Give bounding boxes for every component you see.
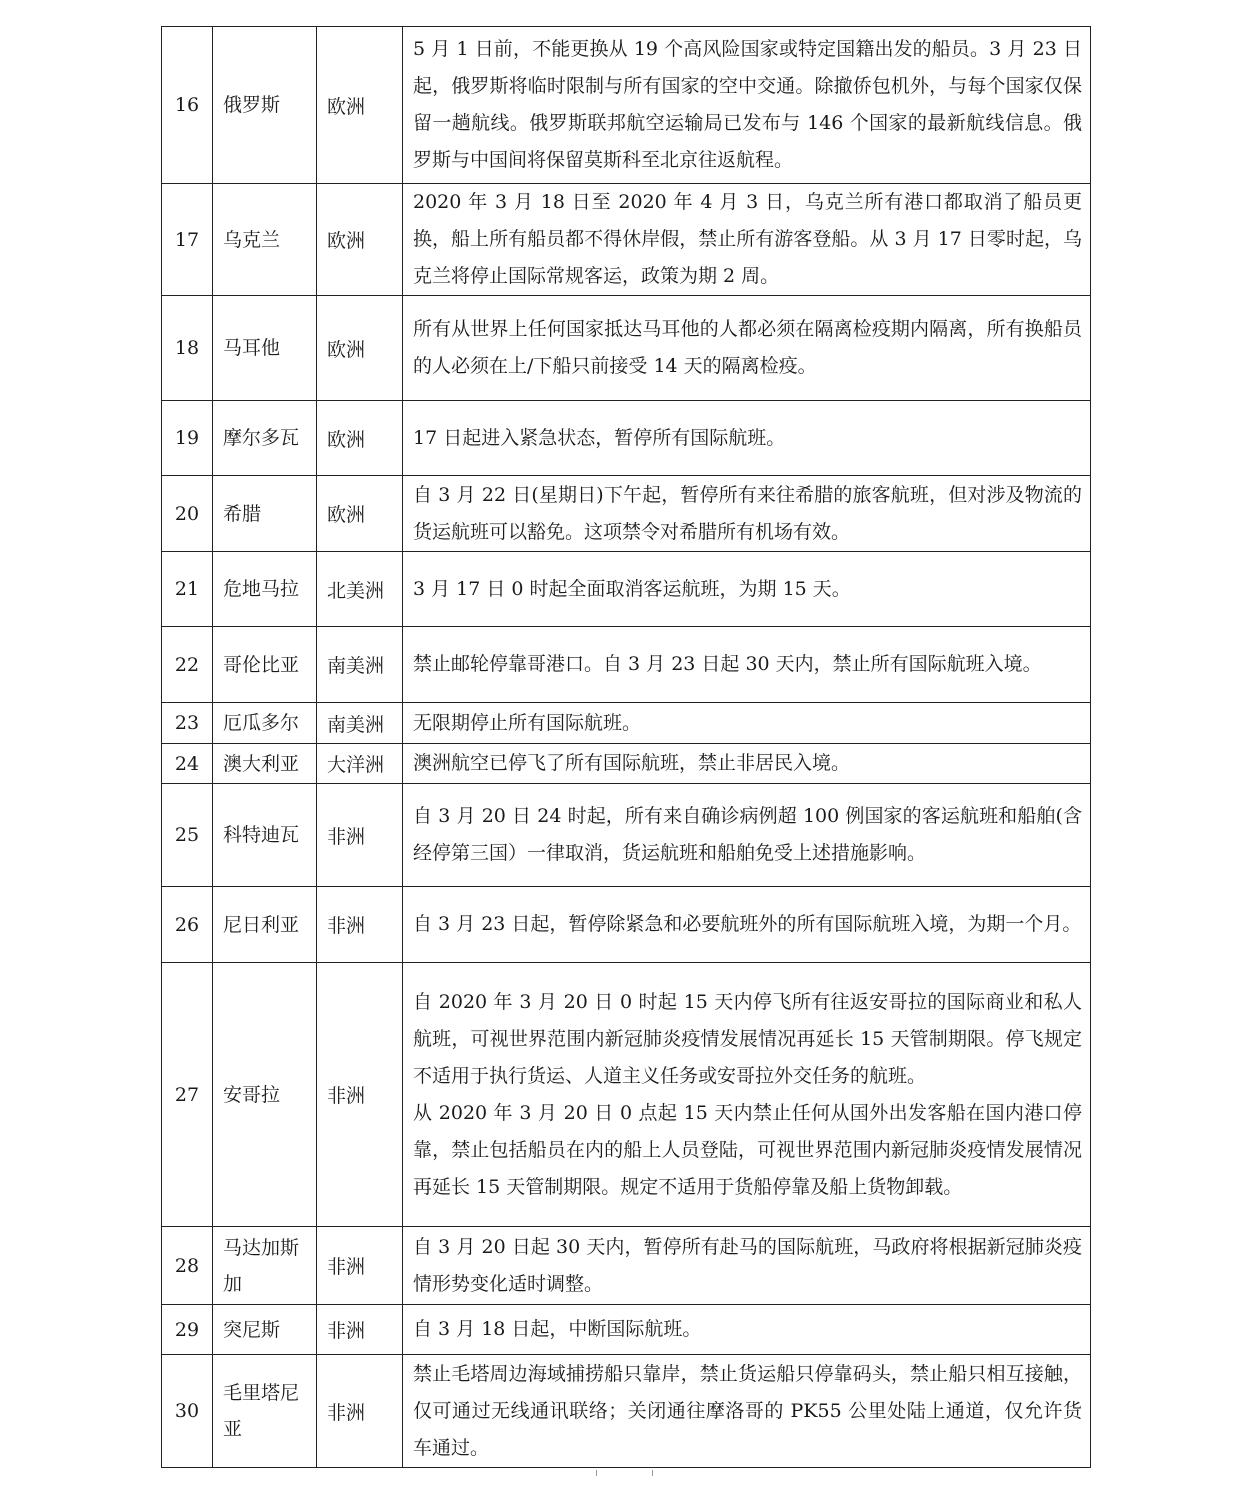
policy-paragraph: 澳洲航空已停飞了所有国际航班，禁止非居民入境。: [413, 752, 851, 774]
row-number: 20: [162, 476, 213, 552]
row-number: 26: [162, 887, 213, 963]
policy-paragraph: 从 2020 年 3 月 20 日 0 点起 15 天内禁止任何从国外出发客船在国内港口停靠，禁止包括船员在内的船上人员登陆，可视世界范围内新冠肺炎疫情发展情况再延长 15 天管制期限。规定不适用于货船停靠及船上货物卸载。: [413, 1101, 1082, 1198]
policy-description: [403, 296, 1091, 401]
policy-paragraph: 禁止毛塔周边海域捕捞船只靠岸，禁止货运船只停靠码头，禁止船只相互接触，仅可通过无线通讯联络；关闭通往摩洛哥的 PK55 公里处陆上通道，仅允许货车通过。: [413, 1362, 1082, 1459]
country-name: 摩尔多瓦: [213, 401, 317, 476]
row-number: 18: [162, 296, 213, 401]
table-row: [162, 184, 1091, 296]
table-row: [162, 784, 1091, 887]
country-name: 乌克兰: [213, 184, 317, 296]
row-number: 27: [162, 963, 213, 1227]
country-name: 澳大利亚: [213, 744, 317, 784]
row-number: 19: [162, 401, 213, 476]
policy-description: [403, 184, 1091, 296]
table-body: [162, 27, 1091, 1468]
country-name: 科特迪瓦: [213, 784, 317, 887]
policy-description: [403, 401, 1091, 476]
policy-paragraph: 17 日起进入紧急状态，暂停所有国际航班。: [413, 426, 786, 449]
table-row: [162, 476, 1091, 552]
region-name: 南美洲: [317, 627, 403, 703]
table-row: [162, 703, 1091, 744]
table-row: [162, 27, 1091, 184]
policy-description: [403, 1227, 1091, 1305]
region-name: 大洋洲: [317, 744, 403, 784]
row-number: 16: [162, 27, 213, 184]
policy-paragraph: 自 3 月 20 日 24 时起，所有来自确诊病例超 100 例国家的客运航班和船舶(含经停第三国）一律取消，货运航班和船舶免受上述措施影响。: [413, 805, 1082, 864]
region-name: 北美洲: [317, 552, 403, 627]
country-name: 毛里塔尼亚: [213, 1355, 317, 1468]
page-footer-marks: [596, 1470, 656, 1478]
policy-paragraph: 自 2020 年 3 月 20 日 0 时起 15 天内停飞所有往返安哥拉的国际商业和私人航班，可视世界范围内新冠肺炎疫情发展情况再延长 15 天管制期限。停飞规定不适用于执行货运、人道主义任务或安哥拉外交任务的航班。: [413, 990, 1082, 1087]
country-name: 尼日利亚: [213, 887, 317, 963]
policy-paragraph: 自 3 月 23 日起，暂停除紧急和必要航班外的所有国际航班入境，为期一个月。: [413, 913, 1082, 935]
table-row: [162, 963, 1091, 1227]
row-number: 28: [162, 1227, 213, 1305]
country-name: 突尼斯: [213, 1305, 317, 1355]
region-name: 欧洲: [317, 476, 403, 552]
policy-paragraph: 自 3 月 22 日(星期日)下午起，暂停所有来往希腊的旅客航班，但对涉及物流的货运航班可以豁免。这项禁令对希腊所有机场有效。: [413, 483, 1082, 543]
table-row: [162, 1305, 1091, 1355]
row-number: 25: [162, 784, 213, 887]
table-row: [162, 887, 1091, 963]
policy-description: [403, 744, 1091, 784]
country-name: 马达加斯加: [213, 1227, 317, 1305]
country-name: 危地马拉: [213, 552, 317, 627]
row-number: 23: [162, 703, 213, 744]
table-row: [162, 401, 1091, 476]
country-name: 俄罗斯: [213, 27, 317, 184]
region-name: 非洲: [317, 1227, 403, 1305]
table-row: [162, 1355, 1091, 1468]
country-name: 厄瓜多尔: [213, 703, 317, 744]
policy-paragraph: 自 3 月 20 日起 30 天内，暂停所有赴马的国际航班，马政府将根据新冠肺炎疫情形势变化适时调整。: [413, 1235, 1082, 1295]
policy-description: [403, 963, 1091, 1227]
region-name: 欧洲: [317, 27, 403, 184]
region-name: 非洲: [317, 887, 403, 963]
row-number: 17: [162, 184, 213, 296]
policy-description: [403, 703, 1091, 744]
policy-description: [403, 1305, 1091, 1355]
row-number: 30: [162, 1355, 213, 1468]
table-row: [162, 1227, 1091, 1305]
row-number: 29: [162, 1305, 213, 1355]
policy-paragraph: 5 月 1 日前，不能更换从 19 个高风险国家或特定国籍出发的船员。3 月 23 日起，俄罗斯将临时限制与所有国家的空中交通。除撤侨包机外，与每个国家仅保留一趟航线。俄罗斯联邦航空运输局已发布与 146 个国家的最新航线信息。俄罗斯与中国间将保留莫斯科至北京往返航程。: [413, 38, 1082, 171]
row-number: 22: [162, 627, 213, 703]
policy-paragraph: 自 3 月 18 日起，中断国际航班。: [413, 1318, 702, 1340]
policy-paragraph: 无限期停止所有国际航班。: [413, 711, 642, 734]
policy-description: [403, 27, 1091, 184]
country-name: 哥伦比亚: [213, 627, 317, 703]
country-name: 马耳他: [213, 296, 317, 401]
policy-paragraph: 禁止邮轮停靠哥港口。自 3 月 23 日起 30 天内，禁止所有国际航班入境。: [413, 653, 1042, 675]
table-row: [162, 296, 1091, 401]
row-number: 21: [162, 552, 213, 627]
policy-description: [403, 627, 1091, 703]
travel-restrictions-table: [161, 26, 1091, 1468]
table-row: [162, 627, 1091, 703]
policy-description: [403, 1355, 1091, 1468]
table-row: [162, 552, 1091, 627]
row-number: 24: [162, 744, 213, 784]
policy-paragraph: 3 月 17 日 0 时起全面取消客运航班，为期 15 天。: [413, 577, 851, 600]
region-name: 南美洲: [317, 703, 403, 744]
table-row: [162, 744, 1091, 784]
region-name: 非洲: [317, 784, 403, 887]
region-name: 欧洲: [317, 184, 403, 296]
country-name: 安哥拉: [213, 963, 317, 1227]
country-name: 希腊: [213, 476, 317, 552]
policy-description: [403, 887, 1091, 963]
policy-description: [403, 476, 1091, 552]
region-name: 非洲: [317, 1305, 403, 1355]
region-name: 欧洲: [317, 401, 403, 476]
region-name: 欧洲: [317, 296, 403, 401]
policy-description: [403, 552, 1091, 627]
policy-description: [403, 784, 1091, 887]
region-name: 非洲: [317, 963, 403, 1227]
policy-paragraph: 2020 年 3 月 18 日至 2020 年 4 月 3 日，乌克兰所有港口都取消了船员更换，船上所有船员都不得休岸假，禁止所有游客登船。从 3 月 17 日零时起，乌克兰将停止国际常规客运，政策为期 2 周。: [413, 191, 1082, 287]
policy-paragraph: 所有从世界上任何国家抵达马耳他的人都必须在隔离检疫期内隔离，所有换船员的人必须在上/下船只前接受 14 天的隔离检疫。: [413, 318, 1082, 377]
region-name: 非洲: [317, 1355, 403, 1468]
